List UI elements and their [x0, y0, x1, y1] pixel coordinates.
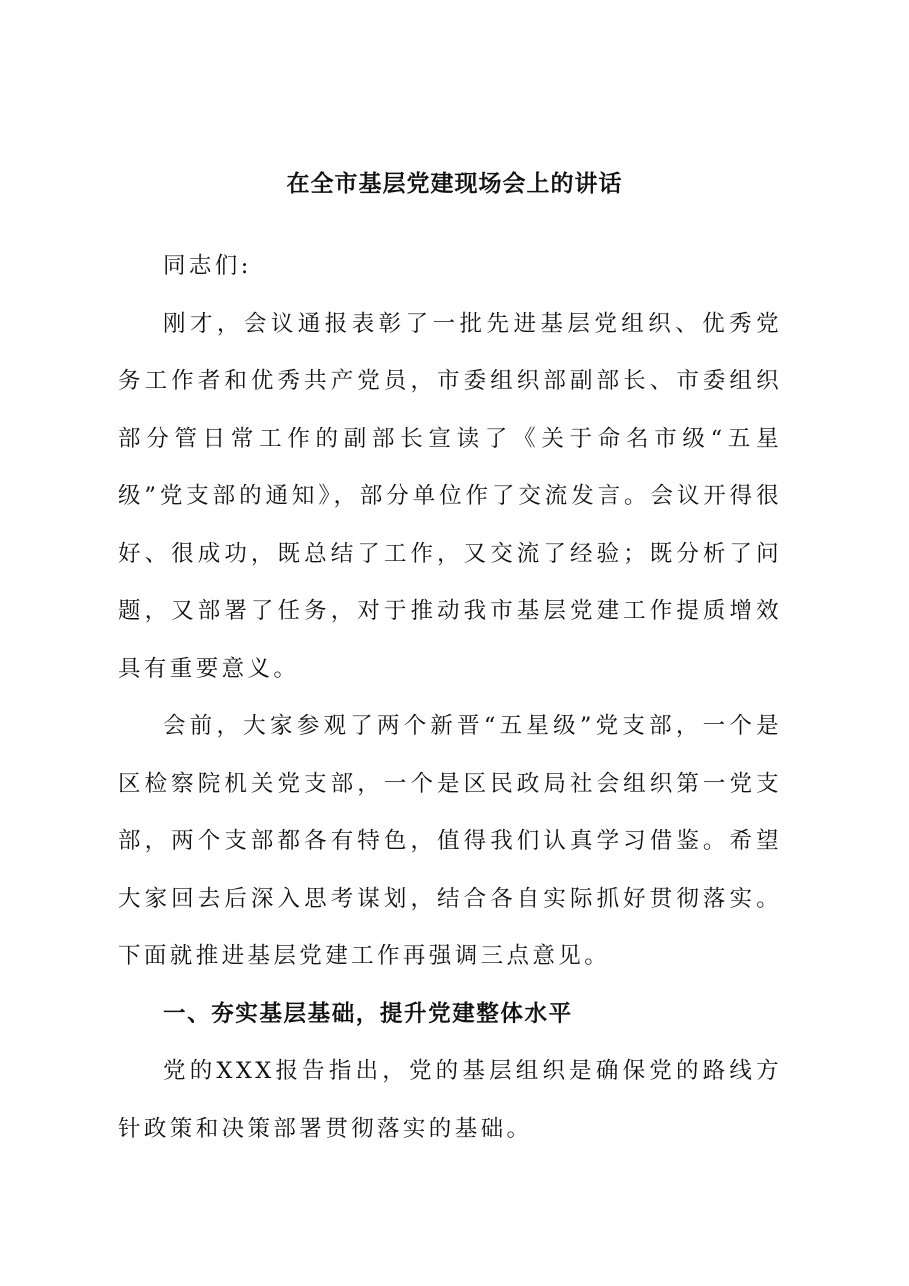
section-heading: 一、夯实基层基础，提升党建整体水平 [163, 1000, 573, 1027]
document-body [118, 238, 782, 1158]
paragraph-2: 会前，大家参观了两个新晋“五星级”党支部，一个是区检察院机关党支部，一个是区民政局社会组织第一党支部，两个支部都各有特色，值得我们认真学习借鉴。希望大家回去后深入思考谋划，结合各自实际抓好贯彻落实。下面就推进基层党建工作再强调三点意见。 [118, 713, 782, 969]
salutation: 同志们: [163, 253, 252, 279]
section-paragraph: 党的XXX报告指出，党的基层组织是确保党的路线方针政策和决策部署贯彻落实的基础。 [118, 1058, 782, 1142]
document-title: 在全市基层党建现场会上的讲话 [286, 170, 623, 197]
paragraph-1: 刚才，会议通报表彰了一批先进基层党组织、优秀党务工作者和优秀共产党员，市委组织部副部长、市委组织部分管日常工作的副部长宣读了《关于命名市级“五星级”党支部的通知》，部分单位作了交流发言。会议开得很好、很成功，既总结了工作，又交流了经验；既分析了问题，又部署了任务，对于推动我市基层党建工作提质增效具有重要意义。 [118, 310, 782, 682]
